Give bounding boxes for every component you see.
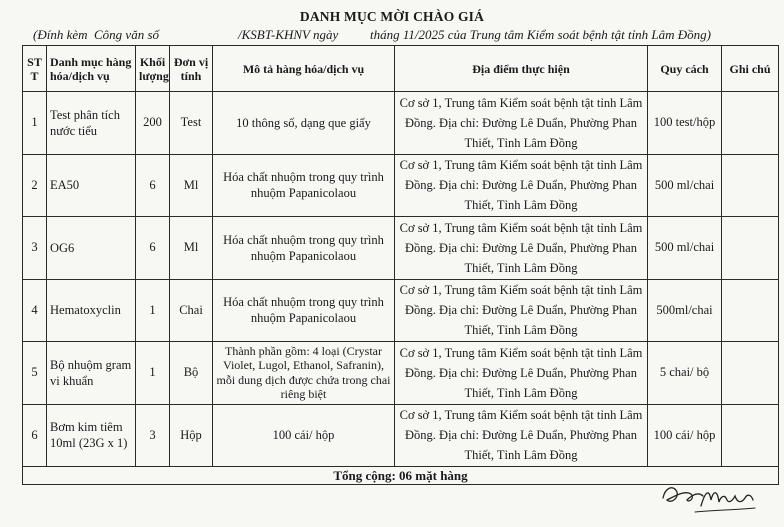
table-row [23,154,779,217]
cell-spec: 5 chai/ bộ [648,342,722,405]
document-title: DANH MỤC MỜI CHÀO GIÁ [299,9,485,24]
cell-unit: Hộp [170,404,213,467]
cell-unit: Chai [170,279,213,342]
cell-qty: 1 [136,279,170,342]
cell-spec: 100 test/hộp [648,92,722,155]
col-header-stt: ST T [23,46,47,92]
subtitle-part-3: tháng 11/2025 của Trung tâm Kiểm soát bệnh tật tỉnh Lâm Đồng) [370,27,712,42]
col-header-location: Địa điểm thực hiện [395,46,648,92]
cell-qty: 6 [136,154,170,217]
cell-location: Cơ sở 1, Trung tâm Kiểm soát bệnh tật tỉnh Lâm Đồng. Địa chỉ: Đường Lê Duẩn, Phường Phan Thiết, Tỉnh Lâm Đồng [395,154,648,217]
cell-note [722,154,779,217]
cell-stt: 4 [23,279,47,342]
cell-note [722,342,779,405]
cell-note [722,217,779,280]
table-header-row [23,46,779,92]
cell-desc: 100 cái/ hộp [213,404,395,467]
cell-stt: 6 [23,404,47,467]
subtitle-part-2: /KSBT-KHNV ngày [238,27,339,42]
table-row [23,217,779,280]
cell-spec: 100 cái/ hộp [648,404,722,467]
cell-unit: Ml [170,217,213,280]
cell-stt: 3 [23,217,47,280]
price-request-table [22,45,779,485]
cell-location: Cơ sở 1, Trung tâm Kiểm soát bệnh tật tỉnh Lâm Đồng. Địa chỉ: Đường Lê Duẩn, Phường Phan Thiết, Tỉnh Lâm Đồng [395,404,648,467]
cell-qty: 6 [136,217,170,280]
col-header-name: Danh mục hàng hóa/dịch vụ [47,46,136,92]
cell-name: OG6 [47,217,136,280]
cell-location: Cơ sở 1, Trung tâm Kiểm soát bệnh tật tỉnh Lâm Đồng. Địa chỉ: Đường Lê Duẩn, Phường Phan Thiết, Tỉnh Lâm Đồng [395,217,648,280]
cell-desc: Hóa chất nhuộm trong quy trình nhuộm Papanicolaou [213,279,395,342]
cell-location: Cơ sở 1, Trung tâm Kiểm soát bệnh tật tỉnh Lâm Đồng. Địa chỉ: Đường Lê Duẩn, Phường Phan Thiết, Tỉnh Lâm Đồng [395,342,648,405]
cell-name: Test phân tích nước tiểu [47,92,136,155]
table-row [23,279,779,342]
table-row [23,342,779,405]
col-header-spec: Quy cách [648,46,722,92]
total-summary: Tổng cộng: 06 mặt hàng [23,467,779,485]
subtitle-part-1: (Đính kèm Công văn số [33,27,160,42]
col-header-qty: Khối lượng [136,46,170,92]
cell-unit: Ml [170,154,213,217]
col-header-note: Ghi chú [722,46,779,92]
cell-spec: 500 ml/chai [648,154,722,217]
cell-note [722,92,779,155]
cell-stt: 1 [23,92,47,155]
cell-name: Bơm kim tiêm 10ml (23G x 1) [47,404,136,467]
cell-qty: 1 [136,342,170,405]
cell-note [722,404,779,467]
cell-qty: 200 [136,92,170,155]
cell-name: Hematoxyclin [47,279,136,342]
col-header-unit: Đơn vị tính [170,46,213,92]
table-row [23,92,779,155]
handwritten-signature [655,470,765,520]
cell-desc: Hóa chất nhuộm trong quy trình nhuộm Papanicolaou [213,154,395,217]
cell-location: Cơ sở 1, Trung tâm Kiểm soát bệnh tật tỉnh Lâm Đồng. Địa chỉ: Đường Lê Duẩn, Phường Phan Thiết, Tỉnh Lâm Đồng [395,92,648,155]
cell-location: Cơ sở 1, Trung tâm Kiểm soát bệnh tật tỉnh Lâm Đồng. Địa chỉ: Đường Lê Duẩn, Phường Phan Thiết, Tỉnh Lâm Đồng [395,279,648,342]
cell-stt: 2 [23,154,47,217]
cell-spec: 500 ml/chai [648,217,722,280]
cell-qty: 3 [136,404,170,467]
cell-name: EA50 [47,154,136,217]
cell-unit: Test [170,92,213,155]
cell-desc: Thành phần gồm: 4 loại (Crystar Violet, Lugol, Ethanol, Safranin), mỗi dung dịch được chứa trong chai riêng biệt [213,342,395,405]
table-row [23,404,779,467]
cell-desc: 10 thông số, dạng que giấy [213,92,395,155]
cell-name: Bộ nhuộm gram vi khuẩn [47,342,136,405]
cell-stt: 5 [23,342,47,405]
col-header-desc: Mô tả hàng hóa/dịch vụ [213,46,395,92]
cell-note [722,279,779,342]
cell-desc: Hóa chất nhuộm trong quy trình nhuộm Papanicolaou [213,217,395,280]
cell-spec: 500ml/chai [648,279,722,342]
cell-unit: Bộ [170,342,213,405]
